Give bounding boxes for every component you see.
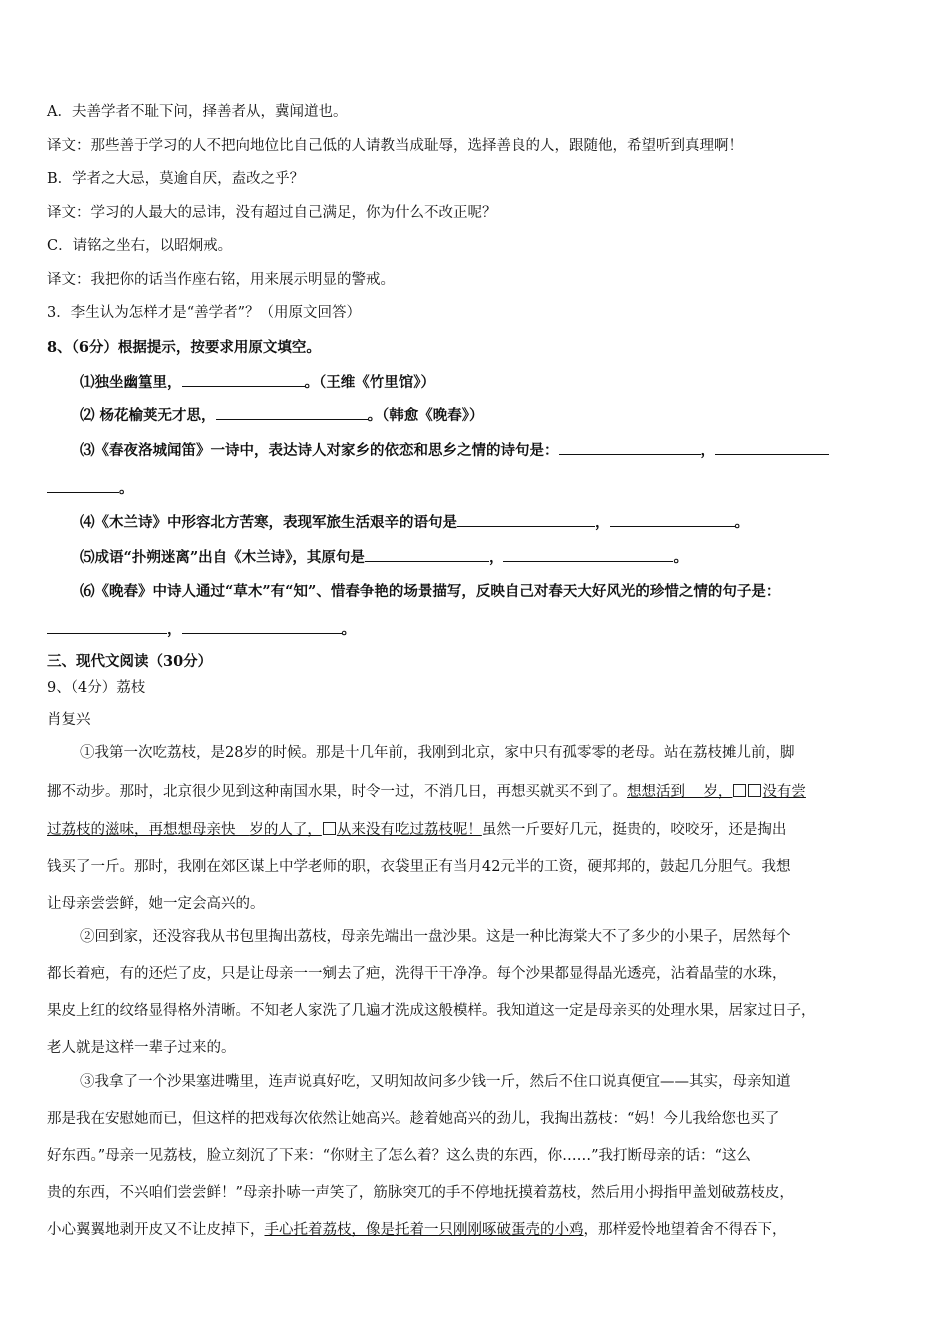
option-c: C．请铭之坐右，以昭炯戒。 [47, 238, 233, 254]
sub-question-3: 3．李生认为怎样才是“善学者”？（用原文回答） [47, 305, 362, 321]
section-3-title: 三、现代文阅读（30分） [47, 653, 213, 670]
answer-blank[interactable] [503, 547, 673, 562]
paragraph-1-line: 挪不动步。那时，北京很少见到这种南国水果，时令一过，不消几日，再想买就买不到了。想想活到 岁， 没有尝 [47, 784, 806, 800]
q8-item-6-continued: ， 。 [47, 619, 356, 640]
paragraph-2-line: ②回到家，还没容我从书包里掏出荔枝，母亲先端出一盘沙果。这是一种比海棠大不了多少的小果子，居然每个 [80, 929, 791, 945]
paragraph-1-line: ①我第一次吃荔枝，是28岁的时候。那是十几年前，我刚到北京，家中只有孤零零的老母。站在荔枝摊儿前，脚 [80, 745, 795, 761]
answer-blank[interactable] [216, 405, 368, 420]
missing-char-box [748, 784, 761, 797]
option-a-translation: 译文：那些善于学习的人不把向地位比自己低的人请教当成耻辱，选择善良的人，跟随他，希望听到真理啊！ [47, 138, 743, 154]
missing-char-box [323, 822, 336, 835]
question-8-title: 8、（6分）根据提示，按要求用原文填空。 [47, 339, 321, 356]
option-b: B．学者之大忌，莫逾自厌，盍改之乎？ [47, 171, 305, 187]
q8-item-3: ⑶《春夜洛城闻笛》一诗中，表达诗人对家乡的依恋和思乡之情的诗句是： ， [80, 440, 829, 461]
paragraph-3-line: 小心翼翼地剥开皮又不让皮掉下，手心托着荔枝，像是托着一只刚刚啄破蛋壳的小鸡，那样爱怜地望着舍不得吞下， [47, 1222, 787, 1238]
paragraph-2-line: 都长着疤，有的还烂了皮，只是让母亲一一剜去了疤，洗得干干净净。每个沙果都显得晶光透亮，沾着晶莹的水珠， [47, 966, 787, 982]
q8-item-2: ⑵ 杨花榆荚无才思， 。（韩愈《晚春》） [80, 407, 484, 424]
answer-blank[interactable] [559, 440, 701, 455]
q8-item-3-continued: 。 [47, 478, 134, 499]
underlined-sentence: 手心托着荔枝，像是托着一只刚刚啄破蛋壳的小鸡 [264, 1222, 584, 1238]
answer-blank[interactable] [457, 512, 595, 527]
answer-blank[interactable] [610, 512, 735, 527]
paragraph-2-line: 老人就是这样一辈子过来的。 [47, 1040, 236, 1056]
paragraph-1-line: 过荔枝的滋味，再想想母亲快 岁的人了， 从来没有吃过荔枝呢！虽然一斤要好几元，挺贵的，咬咬牙，还是掏出 [47, 822, 787, 838]
q8-item-6: ⑹《晚春》中诗人通过“草木”有“知”、惜春争艳的场景描写，反映自己对春天大好风光的珍惜之情的句子是： [80, 583, 781, 600]
q8-item-5: ⑸成语“扑朔迷离”出自《木兰诗》，其原句是 ， 。 [80, 549, 688, 566]
option-b-translation: 译文：学习的人最大的忌讳，没有超过自己满足，你为什么不改正呢？ [47, 205, 497, 221]
answer-blank[interactable] [47, 478, 119, 493]
answer-blank[interactable] [182, 619, 342, 634]
answer-blank[interactable] [47, 619, 167, 634]
question-9-title: 9、（4分）荔枝 [47, 680, 146, 696]
q8-item-4: ⑷《木兰诗》中形容北方苦寒，表现军旅生活艰辛的语句是 ， 。 [80, 514, 749, 531]
paragraph-1-line: 让母亲尝尝鲜，她一定会高兴的。 [47, 896, 265, 912]
paragraph-2-line: 果皮上红的纹络显得格外清晰。不知老人家洗了几遍才洗成这般模样。我知道这一定是母亲买的处理水果，居家过日子， [47, 1003, 816, 1019]
q8-item-1: ⑴独坐幽篁里， 。（王维《竹里馆》） [80, 374, 435, 391]
paragraph-3-line: ③我拿了一个沙果塞进嘴里，连声说真好吃，又明知故问多少钱一斤，然后不住口说真便宜——其实，母亲知道 [80, 1074, 791, 1090]
missing-char-box [733, 784, 746, 797]
answer-blank[interactable] [365, 547, 489, 562]
paragraph-3-line: 好东西。”母亲一见荔枝，脸立刻沉了下来：“你财主了怎么着？这么贵的东西，你……”我打断母亲的话：“这么 [47, 1148, 751, 1164]
option-c-translation: 译文：我把你的话当作座右铭，用来展示明显的警戒。 [47, 272, 395, 288]
article-author: 肖复兴 [47, 712, 91, 728]
paragraph-3-line: 那是我在安慰她而已，但这样的把戏每次依然让她高兴。趁着她高兴的劲儿，我掏出荔枝：“妈！今儿我给您也买了 [47, 1111, 780, 1127]
paragraph-1-line: 钱买了一斤。那时，我刚在郊区谋上中学老师的职，衣袋里正有当月42元半的工资，硬邦邦的，鼓起几分胆气。我想 [47, 859, 791, 875]
paragraph-3-line: 贵的东西，不兴咱们尝尝鲜！”母亲扑哧一声笑了，筋脉突兀的手不停地抚摸着荔枝，然后用小拇指甲盖划破荔枝皮， [47, 1185, 794, 1201]
answer-blank[interactable] [715, 440, 829, 455]
answer-blank[interactable] [182, 372, 305, 387]
option-a: A．夫善学者不耻下问，择善者从，冀闻道也。 [47, 104, 348, 120]
